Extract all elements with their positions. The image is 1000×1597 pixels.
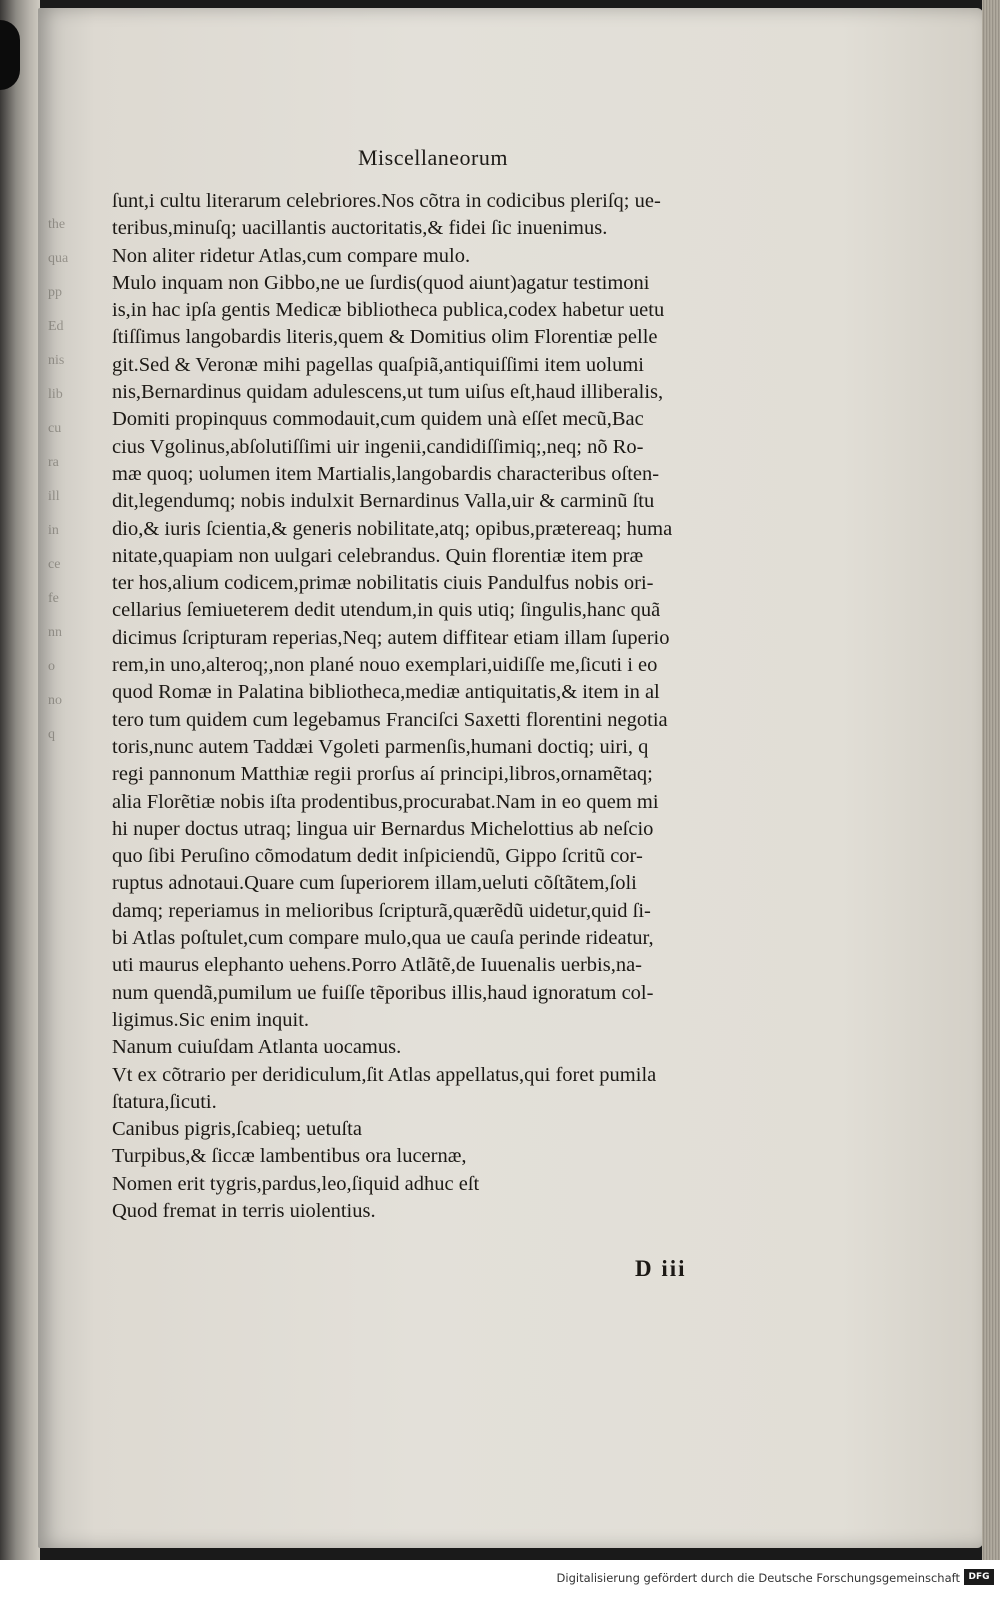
text-line: alia Florẽtiæ nobis iſta prodentibus,procurabat.Nam in eo quem mi — [112, 790, 659, 813]
text-line: is,in hac ipſa gentis Medicæ bibliotheca publica,codex habetur uetu — [112, 299, 665, 322]
text-line: Mulo inquam non Gibbo,ne ue ſurdis(quod aiunt)agatur testimoni — [112, 271, 650, 294]
funding-credit: Digitalisierung gefördert durch die Deutsche Forschungsgemeinschaft — [556, 1571, 960, 1585]
text-line: ſtatura,ſicuti. — [112, 1090, 217, 1113]
text-line: dio,& iuris ſcientia,& generis nobilitate,atq; opibus,prætereaq; huma — [112, 517, 673, 540]
show-through-text: the qua pp Ed nis lib cu ra ill in ce fe nn o no q — [48, 217, 69, 742]
text-line: regi pannonum Matthiæ regii prorſus aí principi,libros,ornamẽtaq; — [112, 763, 653, 786]
body-text — [112, 188, 752, 1225]
text-line: nis,Bernardinus quidam adulescens,ut tum uiſus eſt,haud illiberalis, — [112, 381, 664, 404]
book-page — [38, 8, 983, 1548]
signature-mark: D iii — [635, 1256, 687, 1281]
text-line: dicimus ſcripturam reperias,Neq; autem diffitear etiam illam ſuperio — [112, 626, 670, 649]
text-line: cellarius ſemiueterem dedit utendum,in quis utiq; ſingulis,hanc quã — [112, 599, 661, 622]
text-line: ter hos,alium codicem,primæ nobilitatis ciuis Pandulfus nobis ori- — [112, 572, 654, 595]
text-line: Quod fremat in terris uiolentius. — [112, 1199, 376, 1222]
text-line: dit,legendumq; nobis indulxit Bernardinus Valla,uir & carminũ ſtu — [112, 490, 655, 513]
text-line: bi Atlas poſtulet,cum compare mulo,qua ue cauſa perinde rideatur, — [112, 927, 654, 950]
text-line: cius Vgolinus,abſolutiſſimi uir ingenii,candidiſſimiq;,neq; nõ Ro- — [112, 435, 644, 458]
text-line: Domiti propinquus commodauit,cum quidem unà eſſet mecũ,Bac — [112, 408, 644, 431]
text-line: num quendã,pumilum ue fuiſſe tẽporibus illis,haud ignoratum col- — [112, 981, 654, 1004]
text-line: Non aliter ridetur Atlas,cum compare mulo. — [112, 244, 471, 267]
text-line: ſtiſſimus langobardis literis,quem & Domitius olim Florentiæ pelle — [112, 326, 658, 349]
text-line: quo ſibi Peruſino cõmodatum dedit inſpiciendũ, Gippo ſcritũ cor- — [112, 845, 643, 868]
text-line: Nomen erit tygris,pardus,leo,ſiquid adhuc eſt — [112, 1172, 480, 1195]
text-line: teribus,minuſq; uacillantis auctoritatis,& fidei ſic inuenimus. — [112, 217, 608, 240]
text-line: toris,nunc autem Taddæi Vgoleti parmenſis,humani doctiq; uiri, q — [112, 735, 649, 758]
text-line: Canibus pigris,ſcabieq; uetuſta — [112, 1118, 362, 1141]
text-line: Turpibus,& ſiccæ lambentibus ora lucernæ, — [112, 1145, 467, 1168]
text-line: hi nuper doctus utraq; lingua uir Bernardus Michelottius ab neſcio — [112, 817, 654, 840]
text-line: uti maurus elephanto uehens.Porro Atlãtẽ,de Iuuenalis uerbis,na- — [112, 954, 643, 977]
text-line: ruptus adnotaui.Quare cum ſuperiorem illam,ueluti cõſtãtem,ſoli — [112, 872, 637, 895]
text-line: mæ quoq; uolumen item Martialis,langobardis characteribus oſten- — [112, 462, 660, 485]
page-stack-edge — [982, 0, 1000, 1560]
text-line: nitate,quapiam non uulgari celebrandus. Quin florentiæ item præ — [112, 544, 644, 567]
text-line: git.Sed & Veronæ mihi pagellas quaſpiã,antiquiſſimi item uolumi — [112, 353, 644, 376]
footer-bar — [0, 1560, 1000, 1597]
text-line: ſunt,i cultu literarum celebriores.Nos cõtra in codicibus pleriſq; ue- — [112, 190, 661, 212]
binding-shadow — [0, 20, 20, 90]
text-line: quod Romæ in Palatina bibliotheca,mediæ antiquitatis,& item in al — [112, 681, 660, 704]
text-line: damq; reperiamus in melioribus ſcripturã,quærẽdũ uidetur,quid ſi- — [112, 899, 651, 922]
text-line: rem,in uno,alteroq;,non plané nouo exemplari,uidiſſe me,ſicuti i eo — [112, 654, 658, 677]
running-head: Miscellaneorum — [358, 145, 508, 170]
text-line: ligimus.Sic enim inquit. — [112, 1008, 310, 1031]
text-line: Nanum cuiuſdam Atlanta uocamus. — [112, 1036, 402, 1059]
text-line: Vt ex cõtrario per deridiculum,ſit Atlas appellatus,qui foret pumila — [112, 1063, 657, 1086]
dfg-logo: DFG — [964, 1569, 994, 1585]
text-line: tero tum quidem cum legebamus Franciſci Saxetti florentini negotia — [112, 708, 668, 731]
facing-page-edge — [0, 0, 40, 1560]
